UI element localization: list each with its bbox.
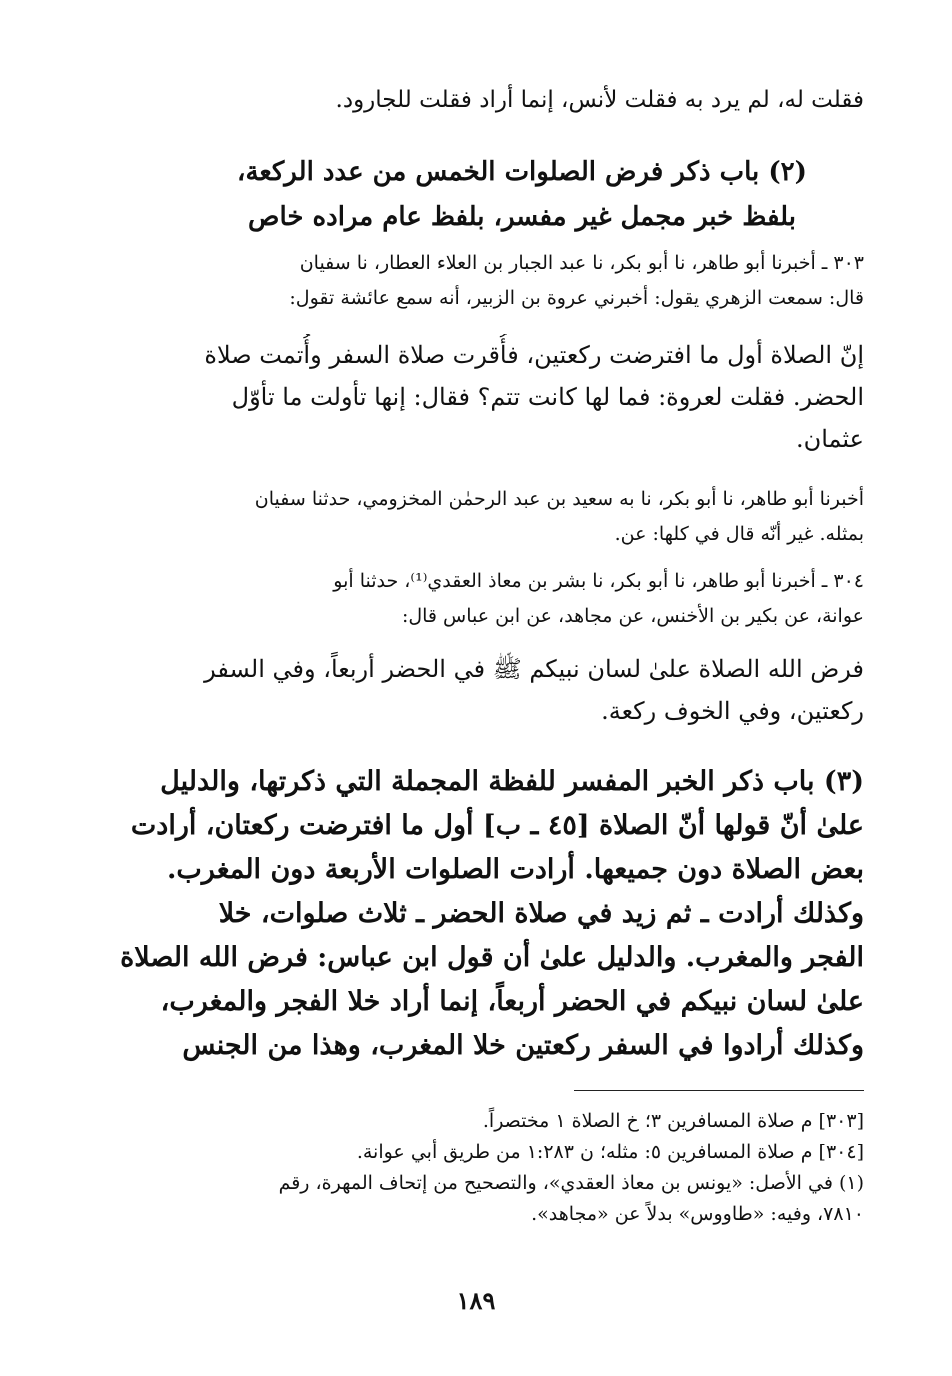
chapter-3-line: علىٰ لسان نبيكم في الحضر أربعاً، إنما أراد خلا الفجر والمغرب، <box>160 986 864 1017</box>
footnote-1-line1: (١) في الأصل: «يونس بن معاذ العقدي»، والتصحيح من إتحاف المهرة، رقم <box>278 1172 864 1194</box>
page-number: ١٨٩ <box>456 1286 496 1315</box>
chapter-2-heading <box>202 150 842 240</box>
hadith-303-text <box>84 334 864 460</box>
hadith-line: ركعتين، وفي الخوف ركعة. <box>601 697 864 725</box>
isnad-line: قال: سمعت الزهري يقول: أخبرني عروة بن الزبير، أنه سمع عائشة تقول: <box>289 287 864 309</box>
hadith-304-isnad <box>84 564 864 634</box>
chapter-3-line: (٣) باب ذكر الخبر المفسر للفظة المجملة التي ذكرتها، والدليل <box>160 766 864 797</box>
hadith-304-text <box>84 648 864 732</box>
footnotes <box>84 1106 864 1230</box>
hadith-line: إنّ الصلاة أول ما افترضت ركعتين، فأُقرت صلاة السفر وأُتمت صلاة <box>204 341 864 369</box>
chapter-3-line: وكذلك أرادت ـ ثم زيد في صلاة الحضر ـ ثلاث صلوات، خلا <box>218 898 864 929</box>
isnad-line: أخبرنا أبو طاهر، نا أبو بكر، نا به سعيد بن عبد الرحمٰن المخزومي، حدثنا سفيان <box>254 488 864 510</box>
isnad-line: بمثله. غير أنّه قال في كلها: عن. <box>614 523 864 545</box>
chapter-2-title-line2: بلفظ خبر مجمل غير مفسر، بلفظ عام مراده خاص <box>248 202 796 232</box>
opening-line: فقلت له، لم يرد به فقلت لأنس، إنما أراد فقلت للجارود. <box>335 87 864 113</box>
isnad-line: ٣٠٣ ـ أخبرنا أبو طاهر، نا أبو بكر، نا عبد الجبار بن العلاء العطار، نا سفيان <box>299 252 864 274</box>
chapter-3-line: علىٰ أنّ قولها أنّ الصلاة [٤٥ ـ ب] أول ما افترضت ركعتان، أرادت <box>130 810 864 841</box>
hadith-303-isnad <box>84 246 864 316</box>
hadith-line: فرض الله الصلاة علىٰ لسان نبيكم ﷺ في الحضر أربعاً، وفي السفر <box>204 655 864 683</box>
chapter-3-line: الفجر والمغرب. والدليل علىٰ أن قول ابن عباس: فرض الله الصلاة <box>120 942 864 973</box>
chapter-2-title-line1: (٢) باب ذكر فرض الصلوات الخمس من عدد الركعة، <box>237 157 807 187</box>
isnad-line: عوانة، عن بكير بن الأخنس، عن مجاهد، عن ابن عباس قال: <box>401 605 864 627</box>
footnote-1-line2: ٧٨١٠، وفيه: «طاووس» بدلاً عن «مجاهد». <box>531 1203 864 1225</box>
chapter-3-line: وكذلك أرادوا في السفر ركعتين خلا المغرب، وهذا من الجنس <box>182 1030 864 1061</box>
footnote-304: [٣٠٤] م صلاة المسافرين ٥: مثله؛ ن ١:٢٨٣ من طريق أبي عوانة. <box>356 1141 864 1163</box>
chapter-3-line: بعض الصلاة دون جميعها. أرادت الصلوات الأربعة دون المغرب. <box>166 854 864 885</box>
opening-text <box>84 80 864 120</box>
footnote-303: [٣٠٣] م صلاة المسافرين ٣؛ خ الصلاة ١ مختصراً. <box>482 1110 864 1132</box>
footnote-divider <box>574 1090 864 1091</box>
isnad-line: ٣٠٤ ـ أخبرنا أبو طاهر، نا أبو بكر، نا بشر بن معاذ العقدي⁽¹⁾، حدثنا أبو <box>333 570 864 592</box>
hadith-line: عثمان. <box>795 425 864 453</box>
hadith-303-alternate-chain <box>84 482 864 552</box>
hadith-line: الحضر. فقلت لعروة: فما لها كانت تتم؟ فقال: إنها تأولت ما تأوّل <box>231 383 864 411</box>
chapter-3-heading <box>84 760 864 1068</box>
